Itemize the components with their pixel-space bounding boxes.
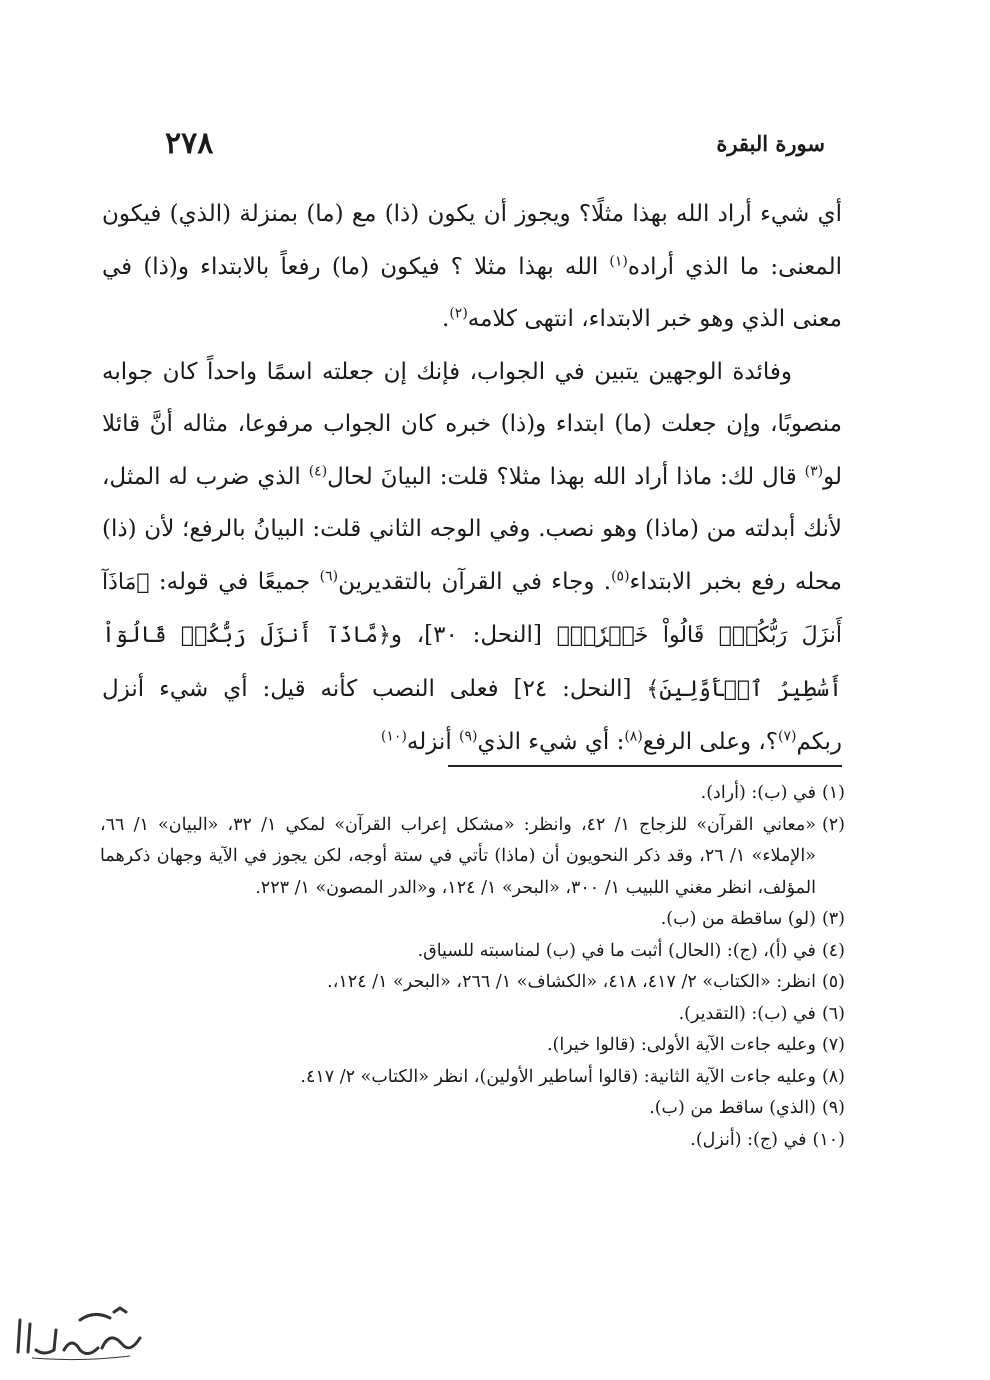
footnote-text: في (أ)، (ج): (الحال) أثبت ما في (ب) لمناسبته للسياق.: [417, 940, 816, 961]
text-run: وفائدة الوجهين يتبين في الجواب، فإنك إن جعلته اسمًا واحداً كان جوابه منصوبًا، وإن جعلت (ما) ابتداء و(ذا) خبره كان الجواب مرفوعا، مثاله أنَّ قائلا لو: [102, 358, 843, 490]
footnote-text: وعليه جاءت الآية الأولى: (قالوا خيرا).: [546, 1035, 816, 1055]
footnote-marker-3: (٣): [804, 462, 824, 479]
footnote-number: (٤): [821, 940, 845, 961]
footnote-text: في (ب): (أراد).: [700, 783, 816, 803]
footnote-number: (٣): [821, 909, 845, 929]
text-run: ؟، وعلى الرفع: [642, 729, 778, 755]
footnote-number: (٢): [821, 814, 845, 835]
footnote-number: (٨): [821, 1066, 845, 1087]
footnote-marker-1: (١): [609, 252, 628, 269]
main-text: [102, 188, 842, 769]
footnote: [100, 999, 845, 1031]
footnote: [100, 1062, 845, 1094]
page-number: ٢٧٨: [165, 125, 214, 161]
footnote-marker-10: (١٠): [380, 728, 407, 745]
footnote-marker-5: (٥): [611, 567, 630, 584]
footnote-marker-6: (٦): [319, 567, 339, 584]
footnote: [100, 810, 845, 905]
text-run: .: [442, 306, 450, 332]
footnote-number: (٥): [821, 972, 845, 992]
footnote-number: (٩): [821, 1098, 845, 1118]
text-run: [النحل: ٢٤] فعلى النصب كأنه قيل: أي شيء أنزل ربكم: [102, 675, 842, 755]
paragraph-2: [102, 346, 842, 769]
quran-verse-2: ﴿مَّاذَآ أَنزَلَ رَبُّكُمۡ قَالُوٓاْ أَسَٰطِيرُ ٱلۡأَوَّلِينَ﴾: [102, 623, 842, 702]
footnote-text: في (ب): (التقدير).: [678, 1003, 816, 1024]
footnote-text: «معاني القرآن» للزجاج ١/ ٤٢، وانظر: «مشكل إعراب القرآن» لمكي ١/ ٣٢، «البيان» ١/ ٦٦، «الإملاء» ١/ ٢٦، وقد ذكر النحويون أن (ماذا) تأتي في ستة أوجه، لكن يجوز في الآية وجهان ذكرهما المؤلف، انظر مغني اللبيب ١/ ٣٠٠، «البحر» ١/ ١٢٤، و«الدر المصون» ١/ ٢٢٣.: [100, 814, 816, 898]
page-header: [165, 118, 825, 168]
footnote-text: وعليه جاءت الآية الثانية: (قالوا أساطير الأولين)، انظر «الكتاب» ٢/ ٤١٧.: [300, 1066, 816, 1087]
footnote-text: (الذي) ساقط من (ب).: [649, 1098, 816, 1118]
publisher-logo: [10, 1300, 150, 1362]
text-run: أي شيء أراد الله بهذا مثلًا؟ ويجوز أن يكون (ذا) مع (ما) بمنزلة (الذي) فيكون المعنى: ما الذي أراده: [102, 201, 842, 280]
text-run: أنزله: [406, 729, 460, 755]
footnote-number: (٧): [821, 1035, 845, 1055]
footnote-text: (لو) ساقطة من (ب).: [660, 909, 816, 929]
footnote-number: (٦): [821, 1003, 845, 1024]
footnote-marker-2: (٢): [449, 305, 468, 322]
footnote: [100, 936, 845, 968]
footnote: [100, 1030, 845, 1062]
footnote-marker-8: (٨): [624, 728, 643, 745]
quran-verse-1: ﴿مَاذَآ أَنزَلَ رَبُّكُمْۚ قَالُواْ خَيۡرٗاۗ﴾: [102, 569, 843, 648]
footnote-number: (١٠): [812, 1129, 845, 1150]
text-run: : أي شيء الذي: [477, 729, 625, 755]
text-run: [النحل: ٣٠]، و: [390, 622, 557, 648]
text-run: الذي ضرب له المثل، لأنك أبدلته من (ماذا) وهو نصب. وفي الوجه الثاني قلت: البيانُ بالرفع؛ لأن (ذا) محله رفع بخبر الابتداء: [102, 463, 843, 595]
text-run: جميعًا في قوله:: [149, 568, 320, 595]
footnote-number: (١): [821, 783, 845, 803]
footnote-marker-7: (٧): [778, 728, 797, 745]
text-run: الله بهذا مثلا ؟ فيكون (ما) رفعاً بالابتداء و(ذا) في معنى الذي وهو خبر الابتداء، انتهى كلامه: [102, 253, 842, 332]
footnote: [100, 967, 845, 999]
surah-title: سورة البقرة: [716, 130, 825, 156]
footnotes: [100, 778, 845, 1156]
footnote-separator: [448, 765, 842, 767]
footnote: [100, 778, 845, 810]
footnote: [100, 1125, 845, 1157]
footnote: [100, 1093, 845, 1125]
text-run: قال لك: ماذا أراد الله بهذا مثلا؟ قلت: البيانَ لحال: [327, 463, 805, 490]
footnote-text: في (ج): (أنزل).: [690, 1129, 807, 1150]
footnote-text: انظر: «الكتاب» ٢/ ٤١٧، ٤١٨، «الكشاف» ١/ ٢٦٦، «البحر» ١/ ١٢٤،.: [327, 972, 816, 992]
paragraph-1: [102, 188, 842, 346]
text-run: . وجاء في القرآن بالتقديرين: [338, 568, 612, 595]
footnote-marker-4: (٤): [308, 462, 328, 479]
footnote: [100, 904, 845, 936]
footnote-marker-9: (٩): [459, 728, 478, 745]
